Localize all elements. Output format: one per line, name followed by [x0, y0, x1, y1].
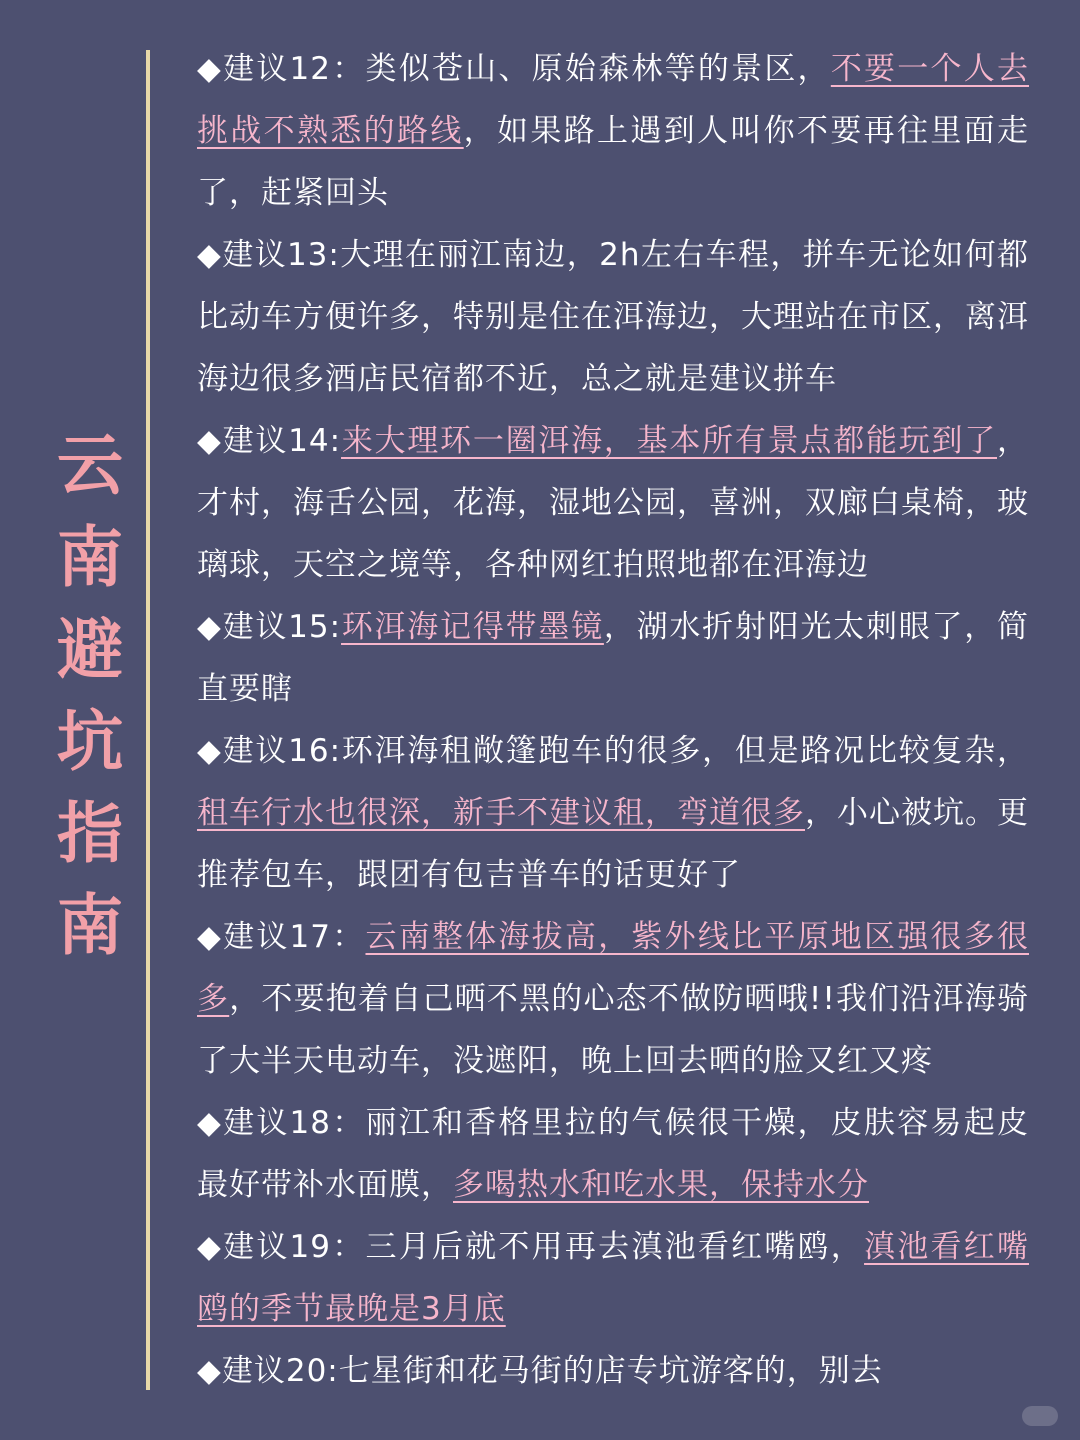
- tip-text: ，小心被坑。更推荐包车，跟团有包吉普车的话更好了: [197, 795, 1029, 893]
- tip-highlight-text: 滇池看红嘴鸥的季节最晚是3月底: [197, 1229, 1029, 1327]
- tip-text: ，如果路上遇到人叫你不要再往里面走了，赶紧回头: [197, 113, 1030, 211]
- side-title-char: 避: [57, 611, 123, 688]
- tip-text: ，不要抱着自己晒不黑的心态不做防晒哦!!我们沿洱海骑了大半天电动车，没遮阳，晚上回去晒的脸又红又疼: [197, 981, 1030, 1079]
- tip-text: ◆建议18：丽江和香格里拉的气候很干燥，皮肤容易起皮最好带补水面膜，: [197, 1105, 1029, 1203]
- tip-text: ◆建议12：类似苍山、原始森林等的景区，: [197, 51, 831, 87]
- side-title-char: 云: [57, 427, 123, 504]
- side-title-char: 坑: [57, 703, 123, 780]
- tip-highlight-text: 云南整体海拔高，紫外线比平原地区强很多很多: [197, 919, 1029, 1017]
- tip-highlight-text: 租车行水也很深，新手不建议租，弯道很多: [197, 795, 805, 831]
- tip-item-17: [197, 906, 1029, 1092]
- side-title-char: 南: [57, 519, 123, 596]
- tip-text: ◆建议14:: [197, 423, 342, 459]
- tip-item-16: [197, 720, 1029, 906]
- tip-item-14: [197, 410, 1029, 596]
- tip-highlight-text: 来大理环一圈洱海，基本所有景点都能玩到了: [341, 423, 997, 459]
- vertical-divider: [146, 50, 150, 1390]
- tip-item-19: [197, 1216, 1029, 1340]
- tip-text: ◆建议15:: [197, 609, 342, 645]
- tip-text: ◆建议13:大理在丽江南边，2h左右车程，拼车无论如何都比动车方便许多，特别是住在洱海边，大理站在市区，离洱海边很多酒店民宿都不近，总之就是建议拼车: [197, 237, 1029, 397]
- tip-text: ，湖水折射阳光太刺眼了，简直要瞎: [197, 609, 1030, 707]
- side-title-char: 南: [57, 887, 123, 964]
- tip-highlight-text: 环洱海记得带墨镜: [341, 609, 604, 645]
- tip-text: ◆建议19：三月后就不用再去滇池看红嘴鸥，: [197, 1229, 865, 1265]
- side-title-char: 指: [57, 795, 123, 872]
- tip-item-13: [197, 224, 1029, 410]
- tip-text: ◆建议16:环洱海租敞篷跑车的很多，但是路况比较复杂，: [197, 733, 1029, 769]
- tip-item-20: [197, 1340, 1029, 1402]
- tip-text: ◆建议17：: [197, 919, 366, 955]
- tip-item-15: [197, 596, 1029, 720]
- tip-text: ◆建议20:七星街和花马街的店专坑游客的，别去: [197, 1353, 883, 1389]
- tip-highlight-text: 不要一个人去挑战不熟悉的路线: [197, 51, 1030, 149]
- tip-item-18: [197, 1092, 1029, 1216]
- tips-list: [197, 38, 1029, 1402]
- watermark-logo: [1022, 1406, 1058, 1426]
- tip-item-12: [197, 38, 1029, 224]
- tip-text: ，才村，海舌公园，花海，湿地公园，喜洲，双廊白桌椅，玻璃球，天空之境等，各种网红拍照地都在洱海边: [197, 423, 1029, 583]
- side-title: [50, 420, 130, 972]
- tip-highlight-text: 多喝热水和吃水果，保持水分: [453, 1167, 869, 1203]
